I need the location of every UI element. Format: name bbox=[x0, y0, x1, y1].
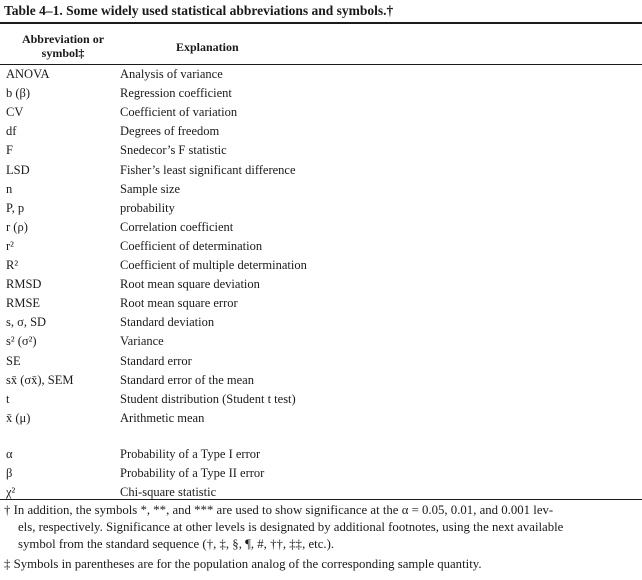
abbreviation-cell: s² (σ²) bbox=[6, 334, 37, 349]
abbreviation-cell: α bbox=[6, 447, 13, 461]
table-row bbox=[0, 371, 642, 390]
abbreviation-cell: χ² bbox=[6, 485, 16, 500]
table-row bbox=[0, 65, 642, 84]
abbreviation-cell: r (ρ) bbox=[6, 219, 28, 234]
table-row bbox=[0, 275, 642, 294]
top-rule bbox=[0, 22, 642, 24]
abbreviation-cell: F bbox=[6, 143, 13, 158]
explanation-cell: Probability of a Type I error bbox=[120, 447, 261, 461]
column-header-abbreviation-line2: symbol‡ bbox=[41, 46, 85, 60]
column-header-abbreviation-line1: Abbreviation or bbox=[21, 32, 105, 46]
table-row bbox=[0, 313, 642, 332]
footnote-dagger-line: symbol from the standard sequence (†, ‡, §, ¶, #, ††, ‡‡, etc.). bbox=[18, 537, 335, 551]
abbreviation-cell: sx̄ (σx̄), SEM bbox=[6, 372, 74, 387]
abbreviation-cell: n bbox=[6, 181, 13, 196]
explanation-cell: Root mean square error bbox=[120, 296, 238, 311]
abbreviation-cell: s, σ, SD bbox=[6, 315, 47, 330]
explanation-cell: Coefficient of determination bbox=[120, 238, 263, 253]
abbreviation-cell: LSD bbox=[6, 162, 30, 177]
explanation-cell: Standard error of the mean bbox=[120, 372, 254, 387]
column-header-abbreviation bbox=[8, 32, 118, 60]
explanation-cell: Coefficient of variation bbox=[120, 105, 238, 120]
bottom-rule bbox=[0, 499, 642, 500]
table-row bbox=[0, 464, 642, 483]
abbreviation-cell: SE bbox=[6, 353, 21, 368]
explanation-cell: Variance bbox=[120, 334, 164, 349]
explanation-cell: Analysis of variance bbox=[120, 67, 223, 81]
abbreviation-cell: R² bbox=[6, 258, 19, 272]
abbreviation-cell: df bbox=[6, 124, 17, 139]
footnote-dagger-line: els, respectively. Significance at other levels is designated by additional footnotes, using the next available bbox=[18, 520, 564, 534]
table-row bbox=[0, 332, 642, 351]
explanation-cell: Standard error bbox=[120, 353, 192, 368]
explanation-cell: Coefficient of multiple determination bbox=[120, 258, 307, 272]
explanation-cell: Snedecor’s F statistic bbox=[120, 143, 227, 158]
table-row bbox=[0, 199, 642, 218]
table-row bbox=[0, 218, 642, 237]
table-row bbox=[0, 256, 642, 275]
explanation-cell: Probability of a Type II error bbox=[120, 466, 265, 481]
abbreviation-cell: b (β) bbox=[6, 86, 31, 101]
abbreviation-cell: CV bbox=[6, 105, 24, 120]
explanation-cell: Sample size bbox=[120, 181, 181, 196]
footnote-dagger bbox=[4, 502, 638, 553]
explanation-cell: Standard deviation bbox=[120, 315, 215, 330]
explanation-cell: Arithmetic mean bbox=[120, 410, 205, 425]
abbreviation-cell: P, p bbox=[6, 200, 25, 215]
table-row bbox=[0, 141, 642, 160]
explanation-cell: Regression coefficient bbox=[120, 86, 232, 101]
table-row bbox=[0, 237, 642, 256]
table-row bbox=[0, 445, 642, 464]
abbreviation-cell: t bbox=[6, 391, 10, 406]
table-row bbox=[0, 84, 642, 103]
explanation-cell: Fisher’s least significant difference bbox=[120, 162, 296, 177]
explanation-cell: Student distribution (Student t test) bbox=[120, 391, 296, 406]
abbreviation-cell: x̄ (μ) bbox=[6, 410, 31, 425]
explanation-cell: probability bbox=[120, 200, 175, 215]
table-row bbox=[0, 103, 642, 122]
footnote-double-dagger-line: ‡ Symbols in parentheses are for the population analog of the corresponding sample quantity. bbox=[4, 557, 482, 571]
explanation-cell: Degrees of freedom bbox=[120, 124, 220, 139]
explanation-cell: Chi-square statistic bbox=[120, 485, 217, 500]
abbreviation-cell: RMSD bbox=[6, 277, 42, 292]
explanation-cell: Correlation coefficient bbox=[120, 219, 234, 234]
abbreviation-cell: β bbox=[6, 466, 13, 481]
table-title: Table 4–1. Some widely used statistical abbreviations and symbols.† bbox=[4, 3, 394, 18]
explanation-cell: Root mean square deviation bbox=[120, 277, 260, 292]
table-row bbox=[0, 409, 642, 428]
table-row bbox=[0, 352, 642, 371]
table-row bbox=[0, 161, 642, 180]
abbreviation-cell: ANOVA bbox=[6, 67, 50, 81]
footnote-dagger-line: † In addition, the symbols *, **, and *** are used to show significance at the α = 0.05, 0.01, and 0.001 lev- bbox=[4, 503, 554, 517]
table-row bbox=[0, 122, 642, 141]
table-row bbox=[0, 390, 642, 409]
column-header-explanation: Explanation bbox=[176, 40, 239, 54]
footnote-double-dagger bbox=[4, 556, 638, 573]
abbreviation-cell: RMSE bbox=[6, 296, 41, 311]
table-row bbox=[0, 294, 642, 313]
table-row bbox=[0, 180, 642, 199]
abbreviation-cell: r² bbox=[6, 238, 14, 253]
